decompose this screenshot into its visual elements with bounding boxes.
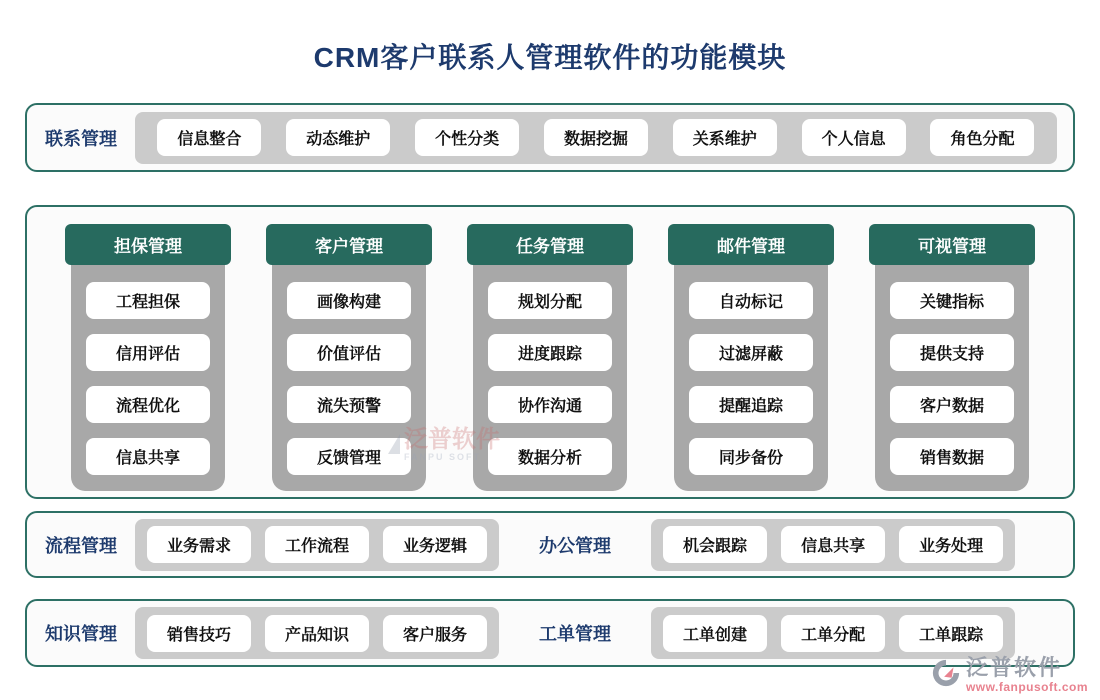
knowledge-items-tray: [135, 607, 499, 659]
feature-pill: 业务处理: [899, 526, 1003, 563]
column-header: 任务管理: [467, 224, 633, 265]
feature-pill: 过滤屏蔽: [689, 334, 813, 371]
feature-pill: 信用评估: [86, 334, 210, 371]
feature-pill: 规划分配: [488, 282, 612, 319]
feature-pill: 销售数据: [890, 438, 1014, 475]
feature-pill: 客户服务: [383, 615, 487, 652]
column-mail: [668, 224, 834, 497]
office-items-tray: [651, 519, 1015, 571]
column-body: [71, 260, 225, 491]
feature-pill: 流程优化: [86, 386, 210, 423]
process-office-band: [25, 511, 1075, 578]
feature-pill: 信息整合: [157, 119, 261, 156]
column-visual: [869, 224, 1035, 497]
feature-pill: 个性分类: [415, 119, 519, 156]
column-body: [272, 260, 426, 491]
page-title: CRM客户联系人管理软件的功能模块: [313, 42, 787, 73]
watermark-subtext: FANPU SOFT: [404, 452, 482, 462]
module-matrix: [25, 205, 1075, 499]
feature-pill: 信息共享: [86, 438, 210, 475]
band-label-ticket: 工单管理: [539, 624, 612, 644]
feature-pill: 机会跟踪: [663, 526, 767, 563]
feature-pill: 销售技巧: [147, 615, 251, 652]
ticket-items-tray: [651, 607, 1015, 659]
feature-pill: 提供支持: [890, 334, 1014, 371]
feature-pill: 工程担保: [86, 282, 210, 319]
feature-pill: 流失预警: [287, 386, 411, 423]
feature-pill: 提醒追踪: [689, 386, 813, 423]
feature-pill: 工单分配: [781, 615, 885, 652]
feature-pill: 关系维护: [673, 119, 777, 156]
feature-pill: 信息共享: [781, 526, 885, 563]
feature-pill: 自动标记: [689, 282, 813, 319]
fanpu-swoosh-icon: [931, 658, 961, 688]
column-header: 担保管理: [65, 224, 231, 265]
feature-pill: 业务逻辑: [383, 526, 487, 563]
feature-pill: 同步备份: [689, 438, 813, 475]
column-task: [467, 224, 633, 497]
feature-pill: 画像构建: [287, 282, 411, 319]
column-header: 邮件管理: [668, 224, 834, 265]
feature-pill: 客户数据: [890, 386, 1014, 423]
feature-pill: 价值评估: [287, 334, 411, 371]
feature-pill: 产品知识: [265, 615, 369, 652]
column-header: 客户管理: [266, 224, 432, 265]
feature-pill: 工单跟踪: [899, 615, 1003, 652]
watermark-text: 泛普软件: [404, 426, 500, 453]
contact-items-tray: [135, 112, 1057, 164]
feature-pill: 数据挖掘: [544, 119, 648, 156]
brand-name: 泛普软件: [965, 654, 1062, 680]
feature-pill: 业务需求: [147, 526, 251, 563]
band-label-contact: 联系管理: [45, 128, 117, 149]
column-body: [875, 260, 1029, 491]
feature-pill: 关键指标: [890, 282, 1014, 319]
contact-management-band: [25, 103, 1075, 172]
process-items-tray: [135, 519, 499, 571]
feature-pill: 动态维护: [286, 119, 390, 156]
feature-pill: 反馈管理: [287, 438, 411, 475]
feature-pill: 角色分配: [930, 119, 1034, 156]
column-body: [674, 260, 828, 491]
column-guarantee: [65, 224, 231, 497]
column-header: 可视管理: [869, 224, 1035, 265]
feature-pill: 个人信息: [802, 119, 906, 156]
feature-pill: 工作流程: [265, 526, 369, 563]
band-label-knowledge: 知识管理: [45, 624, 117, 644]
feature-pill: 进度跟踪: [488, 334, 612, 371]
band-label-process: 流程管理: [45, 535, 117, 556]
feature-pill: 工单创建: [663, 615, 767, 652]
brand-url: www.fanpusoft.com: [965, 680, 1088, 694]
fanpu-brand-logo: [931, 656, 1088, 694]
feature-pill: 数据分析: [488, 438, 612, 475]
column-customer: [266, 224, 432, 497]
column-body: [473, 260, 627, 491]
feature-pill: 协作沟通: [488, 386, 612, 423]
band-label-office: 办公管理: [539, 535, 612, 556]
knowledge-ticket-band: [25, 599, 1075, 667]
